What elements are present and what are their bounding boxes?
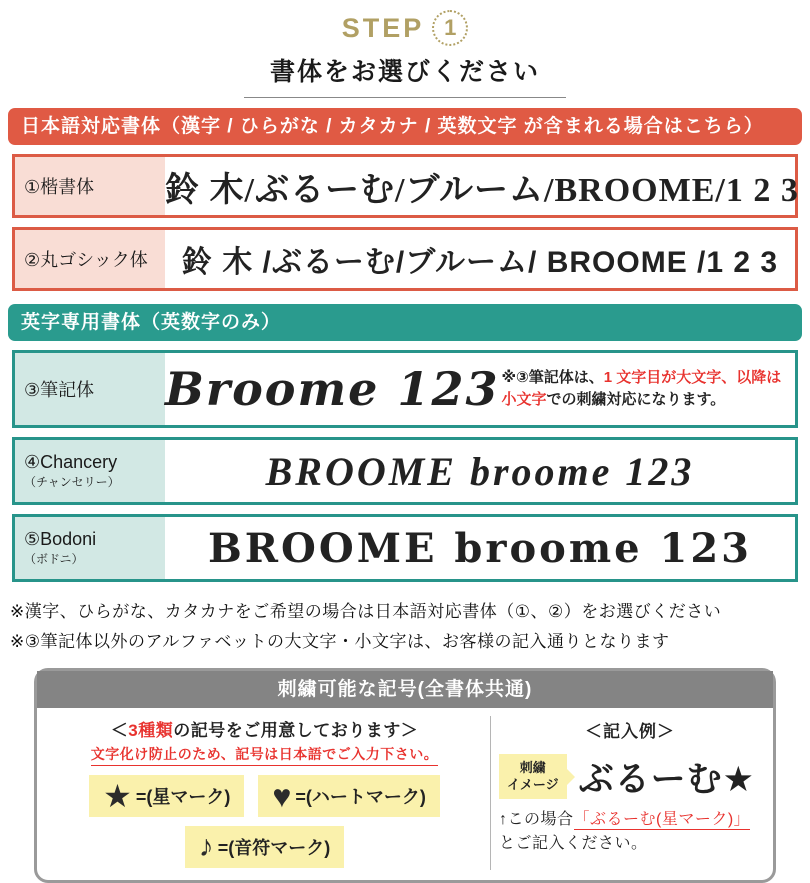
intro-part: ＜ xyxy=(110,720,129,740)
step-label: STEP xyxy=(341,12,425,43)
font-label-chancery xyxy=(15,440,165,502)
embroidery-image-tag xyxy=(499,754,567,799)
symbol-list-panel xyxy=(39,716,491,870)
heart-icon: ♥ xyxy=(272,777,292,814)
font-label-text: ⑤Bodoni xyxy=(24,529,97,549)
font-sample-bodoni: BROOME broome 123 xyxy=(207,524,753,572)
font-sample-script: Broome 123 xyxy=(165,362,500,416)
symbol-chip-music-note xyxy=(185,826,345,868)
star-icon: ★ xyxy=(103,777,132,814)
symbol-chip-label: =(星マーク) xyxy=(135,786,231,807)
english-section-banner: 英字専用書体（英数字のみ） xyxy=(8,304,802,341)
symbol-chip-label: =(音符マーク) xyxy=(217,837,331,858)
font-label-text: ②丸ゴシック体 xyxy=(24,250,148,270)
font-label-text: ①楷書体 xyxy=(24,177,95,197)
symbol-row-1 xyxy=(39,775,490,817)
font-label-kaisho xyxy=(15,157,165,215)
note-part: ※③筆記体は、 xyxy=(501,368,604,386)
symbol-box-body xyxy=(37,708,773,880)
caption-part-red: 「ぶるーむ(星マーク)」 xyxy=(573,810,751,828)
example-row xyxy=(499,752,763,802)
intro-part-red: 3種類 xyxy=(128,720,174,740)
example-caption xyxy=(499,808,763,856)
page-title: 書体をお選びください xyxy=(244,50,566,98)
caption-part: ↑この場合 xyxy=(499,810,574,828)
step-header xyxy=(0,0,810,98)
step-number-badge: 1 xyxy=(432,10,468,46)
font-label-text: ④Chancery xyxy=(24,452,118,472)
font-sample-marugothic: 鈴 木 /ぶるーむ/ブルーム/ BROOME /1 2 3 xyxy=(181,246,779,279)
font-label-marugothic xyxy=(15,230,165,288)
footnote-japanese-fonts: ※漢字、ひらがな、カタカナをご希望の場合は日本語対応書体（①、②）をお選びください xyxy=(10,602,722,621)
script-note-text xyxy=(501,367,791,412)
symbol-warning: 文字化け防止のため、記号は日本語でご入力下さい。 xyxy=(91,744,438,766)
example-panel xyxy=(491,716,769,870)
symbol-chip-star xyxy=(89,775,244,817)
note-part: での刺繍対応になります。 xyxy=(546,391,726,408)
tag-line: 刺繍 xyxy=(519,760,546,776)
font-sample-chancery: BROOME broome 123 xyxy=(265,448,695,494)
tag-arrow xyxy=(567,769,575,785)
font-option-script[interactable] xyxy=(12,350,798,428)
symbol-box-header: 刺繍可能な記号(全書体共通) xyxy=(37,671,773,708)
footnotes xyxy=(10,597,800,657)
font-label-sub: （ボドニ） xyxy=(24,552,84,566)
font-label-bodoni xyxy=(15,517,165,579)
symbol-intro xyxy=(39,716,490,741)
font-label-script xyxy=(15,353,165,425)
symbol-box xyxy=(34,668,776,883)
note-part-red: 1 文字目が大文字、以降は小文字 xyxy=(501,368,782,408)
script-font-note xyxy=(499,353,795,425)
symbol-chip-label: =(ハートマーク) xyxy=(295,786,426,807)
example-embroidery-sample: ぶるーむ★ xyxy=(578,759,756,799)
tag-line: イメージ xyxy=(507,776,559,792)
japanese-section-banner: 日本語対応書体（漢字 / ひらがな / カタカナ / 英数文字 が含まれる場合はこちら） xyxy=(8,108,802,145)
music-note-icon: ♪ xyxy=(198,829,214,863)
font-option-marugothic[interactable] xyxy=(12,227,798,291)
font-sample-kaisho: 鈴 木/ぶるーむ/ブルーム/BROOME/1 2 3 xyxy=(165,171,799,209)
font-option-chancery[interactable] xyxy=(12,437,798,505)
caption-part: とご記入ください。 xyxy=(499,834,648,852)
font-label-text: ③筆記体 xyxy=(24,380,95,400)
footnote-letter-case: ※③筆記体以外のアルファベットの大文字・小文字は、お客様の記入通りとなります xyxy=(10,631,670,651)
example-title: ＜記入例＞ xyxy=(585,721,675,741)
symbol-row-2 xyxy=(39,826,490,868)
font-option-bodoni[interactable] xyxy=(12,514,798,582)
symbol-chip-heart xyxy=(258,775,440,817)
font-label-sub: （チャンセリー） xyxy=(24,475,120,489)
step-indicator xyxy=(0,6,810,50)
intro-part: の記号をご用意しております＞ xyxy=(173,720,419,740)
font-option-kaisho[interactable] xyxy=(12,154,798,218)
